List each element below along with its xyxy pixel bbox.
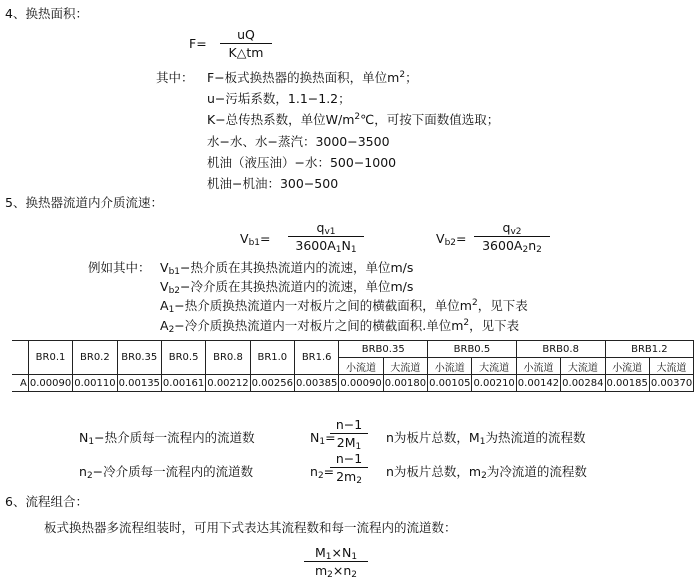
table-cell: 0.00105 xyxy=(428,375,472,392)
n1-definition: $N_1-$热介质每一流程内的流道数 xyxy=(79,430,255,447)
section-6-heading: 6、流程组合： xyxy=(5,494,88,509)
value-water: 水−水、水−蒸汽：3000−3500 xyxy=(207,134,390,149)
area-formula-denominator: K△tm xyxy=(220,43,272,60)
table-subheader-small: 小流道 xyxy=(516,358,560,375)
table-cell: 0.00385 xyxy=(295,375,339,392)
table-header-model: BR0.35 xyxy=(117,341,161,375)
def-f: F−板式换热器的换热面积，单位$m^2$； xyxy=(207,70,418,85)
table-cell: 0.00180 xyxy=(383,375,427,392)
value-oil-oil: 机油−机油：300−500 xyxy=(207,176,339,191)
flow-combination-fraction xyxy=(304,545,368,578)
n2-denominator: $2m_2$ xyxy=(330,467,368,484)
table-cell: 0.00284 xyxy=(561,375,605,392)
section-4-heading: 4、换热面积： xyxy=(5,6,88,21)
table-cell: 0.00212 xyxy=(206,375,250,392)
n1-formula-fraction xyxy=(330,417,368,450)
def-vb1: $V_{b1}-$热介质在其换热流道内的流速，单位m/s xyxy=(160,260,414,277)
table-header-model: BR0.5 xyxy=(161,341,205,375)
table-cell: 0.00210 xyxy=(472,375,516,392)
table-subheader-small: 小流道 xyxy=(339,358,383,375)
vb1-formula-lhs: $V_{b1}=$ xyxy=(240,231,271,248)
table-header-group: BRB0.35 xyxy=(339,341,428,358)
vb1-formula-fraction xyxy=(288,220,364,253)
n1-formula-lhs: $N_1=$ xyxy=(310,430,336,447)
table-header-model: BR0.8 xyxy=(206,341,250,375)
def-a2: $A_2-$冷介质换热流道内一对板片之间的横截面积.单位$m^2$，见下表 xyxy=(160,318,520,335)
table-corner-cell xyxy=(12,341,28,375)
table-header-row xyxy=(12,341,694,358)
table-subheader-large: 大流道 xyxy=(649,358,693,375)
n2-note: n为板片总数，$m_2$为冷流道的流程数 xyxy=(386,464,587,481)
area-formula-fraction xyxy=(220,27,272,60)
table-subheader-small: 小流道 xyxy=(428,358,472,375)
table-subheader-large: 大流道 xyxy=(383,358,427,375)
table-cell: 0.00090 xyxy=(339,375,383,392)
section-5-heading: 5、换热器流道内介质流速： xyxy=(5,195,163,210)
table-cell: 0.00110 xyxy=(73,375,117,392)
table-cell: 0.00370 xyxy=(649,375,693,392)
vb1-denominator: $3600A_1N_1$ xyxy=(288,236,364,253)
table-subheader-large: 大流道 xyxy=(472,358,516,375)
table-cell: 0.00185 xyxy=(605,375,649,392)
n1-numerator: n−1 xyxy=(335,417,363,432)
table-header-group: BRB1.2 xyxy=(605,341,694,358)
vb2-formula-lhs: $V_{b2}=$ xyxy=(436,231,467,248)
flow-combination-numerator: $M_1\times N_1$ xyxy=(314,545,358,562)
table-subheader-large: 大流道 xyxy=(561,358,605,375)
n1-note: n为板片总数，$M_1$为热流道的流程数 xyxy=(386,430,586,447)
area-formula-lhs: F= xyxy=(189,36,207,51)
vb2-numerator: $q_{v2}$ xyxy=(502,220,522,237)
table-header-model: BR1.0 xyxy=(250,341,294,375)
def-k: K−总传热系数，单位$W/m^2℃$，可按下面数值选取； xyxy=(207,112,500,127)
area-formula-numerator: uQ xyxy=(237,27,255,42)
table-cell: 0.00090 xyxy=(28,375,72,392)
vb2-formula-fraction xyxy=(474,220,550,253)
flow-combination-denominator: $m_2\times n_2$ xyxy=(304,561,368,578)
table-cell: 0.00142 xyxy=(516,375,560,392)
n2-numerator: n−1 xyxy=(335,451,363,466)
table-header-model: BR0.2 xyxy=(73,341,117,375)
section-6-intro: 板式换热器多流程组装时，可用下式表达其流程数和每一流程内的流道数： xyxy=(44,520,457,535)
table-cell: 0.00161 xyxy=(161,375,205,392)
table-row-label: A xyxy=(12,375,28,392)
n2-formula-lhs: $n_2=$ xyxy=(310,464,335,481)
table-header-model: BR0.1 xyxy=(28,341,72,375)
cross-section-table xyxy=(12,340,694,392)
example-label: 例如其中： xyxy=(88,260,151,275)
table-header-model: BR1.6 xyxy=(295,341,339,375)
def-u: u−污垢系数，1.1−1.2； xyxy=(207,91,351,106)
vb2-denominator: $3600A_2n_2$ xyxy=(474,236,550,253)
n1-denominator: $2M_1$ xyxy=(330,433,368,450)
n2-formula-fraction xyxy=(330,451,368,484)
table-subheader-small: 小流道 xyxy=(605,358,649,375)
table-cell: 0.00256 xyxy=(250,375,294,392)
value-oil-water: 机油（液压油）−水：500−1000 xyxy=(207,155,397,170)
vb1-numerator: $q_{v1}$ xyxy=(316,220,336,237)
n2-definition: $n_2-$冷介质每一流程内的流道数 xyxy=(79,464,254,481)
def-vb2: $V_{b2}-$冷介质在其换热流道内的流速，单位m/s xyxy=(160,279,414,296)
where-label: 其中： xyxy=(156,70,194,85)
def-a1: $A_1-$热介质换热流道内一对板片之间的横截面积，单位$m^2$，见下表 xyxy=(160,298,528,315)
table-row xyxy=(12,375,694,392)
table-cell: 0.00135 xyxy=(117,375,161,392)
table-header-group: BRB0.5 xyxy=(428,341,517,358)
table-header-group: BRB0.8 xyxy=(516,341,605,358)
